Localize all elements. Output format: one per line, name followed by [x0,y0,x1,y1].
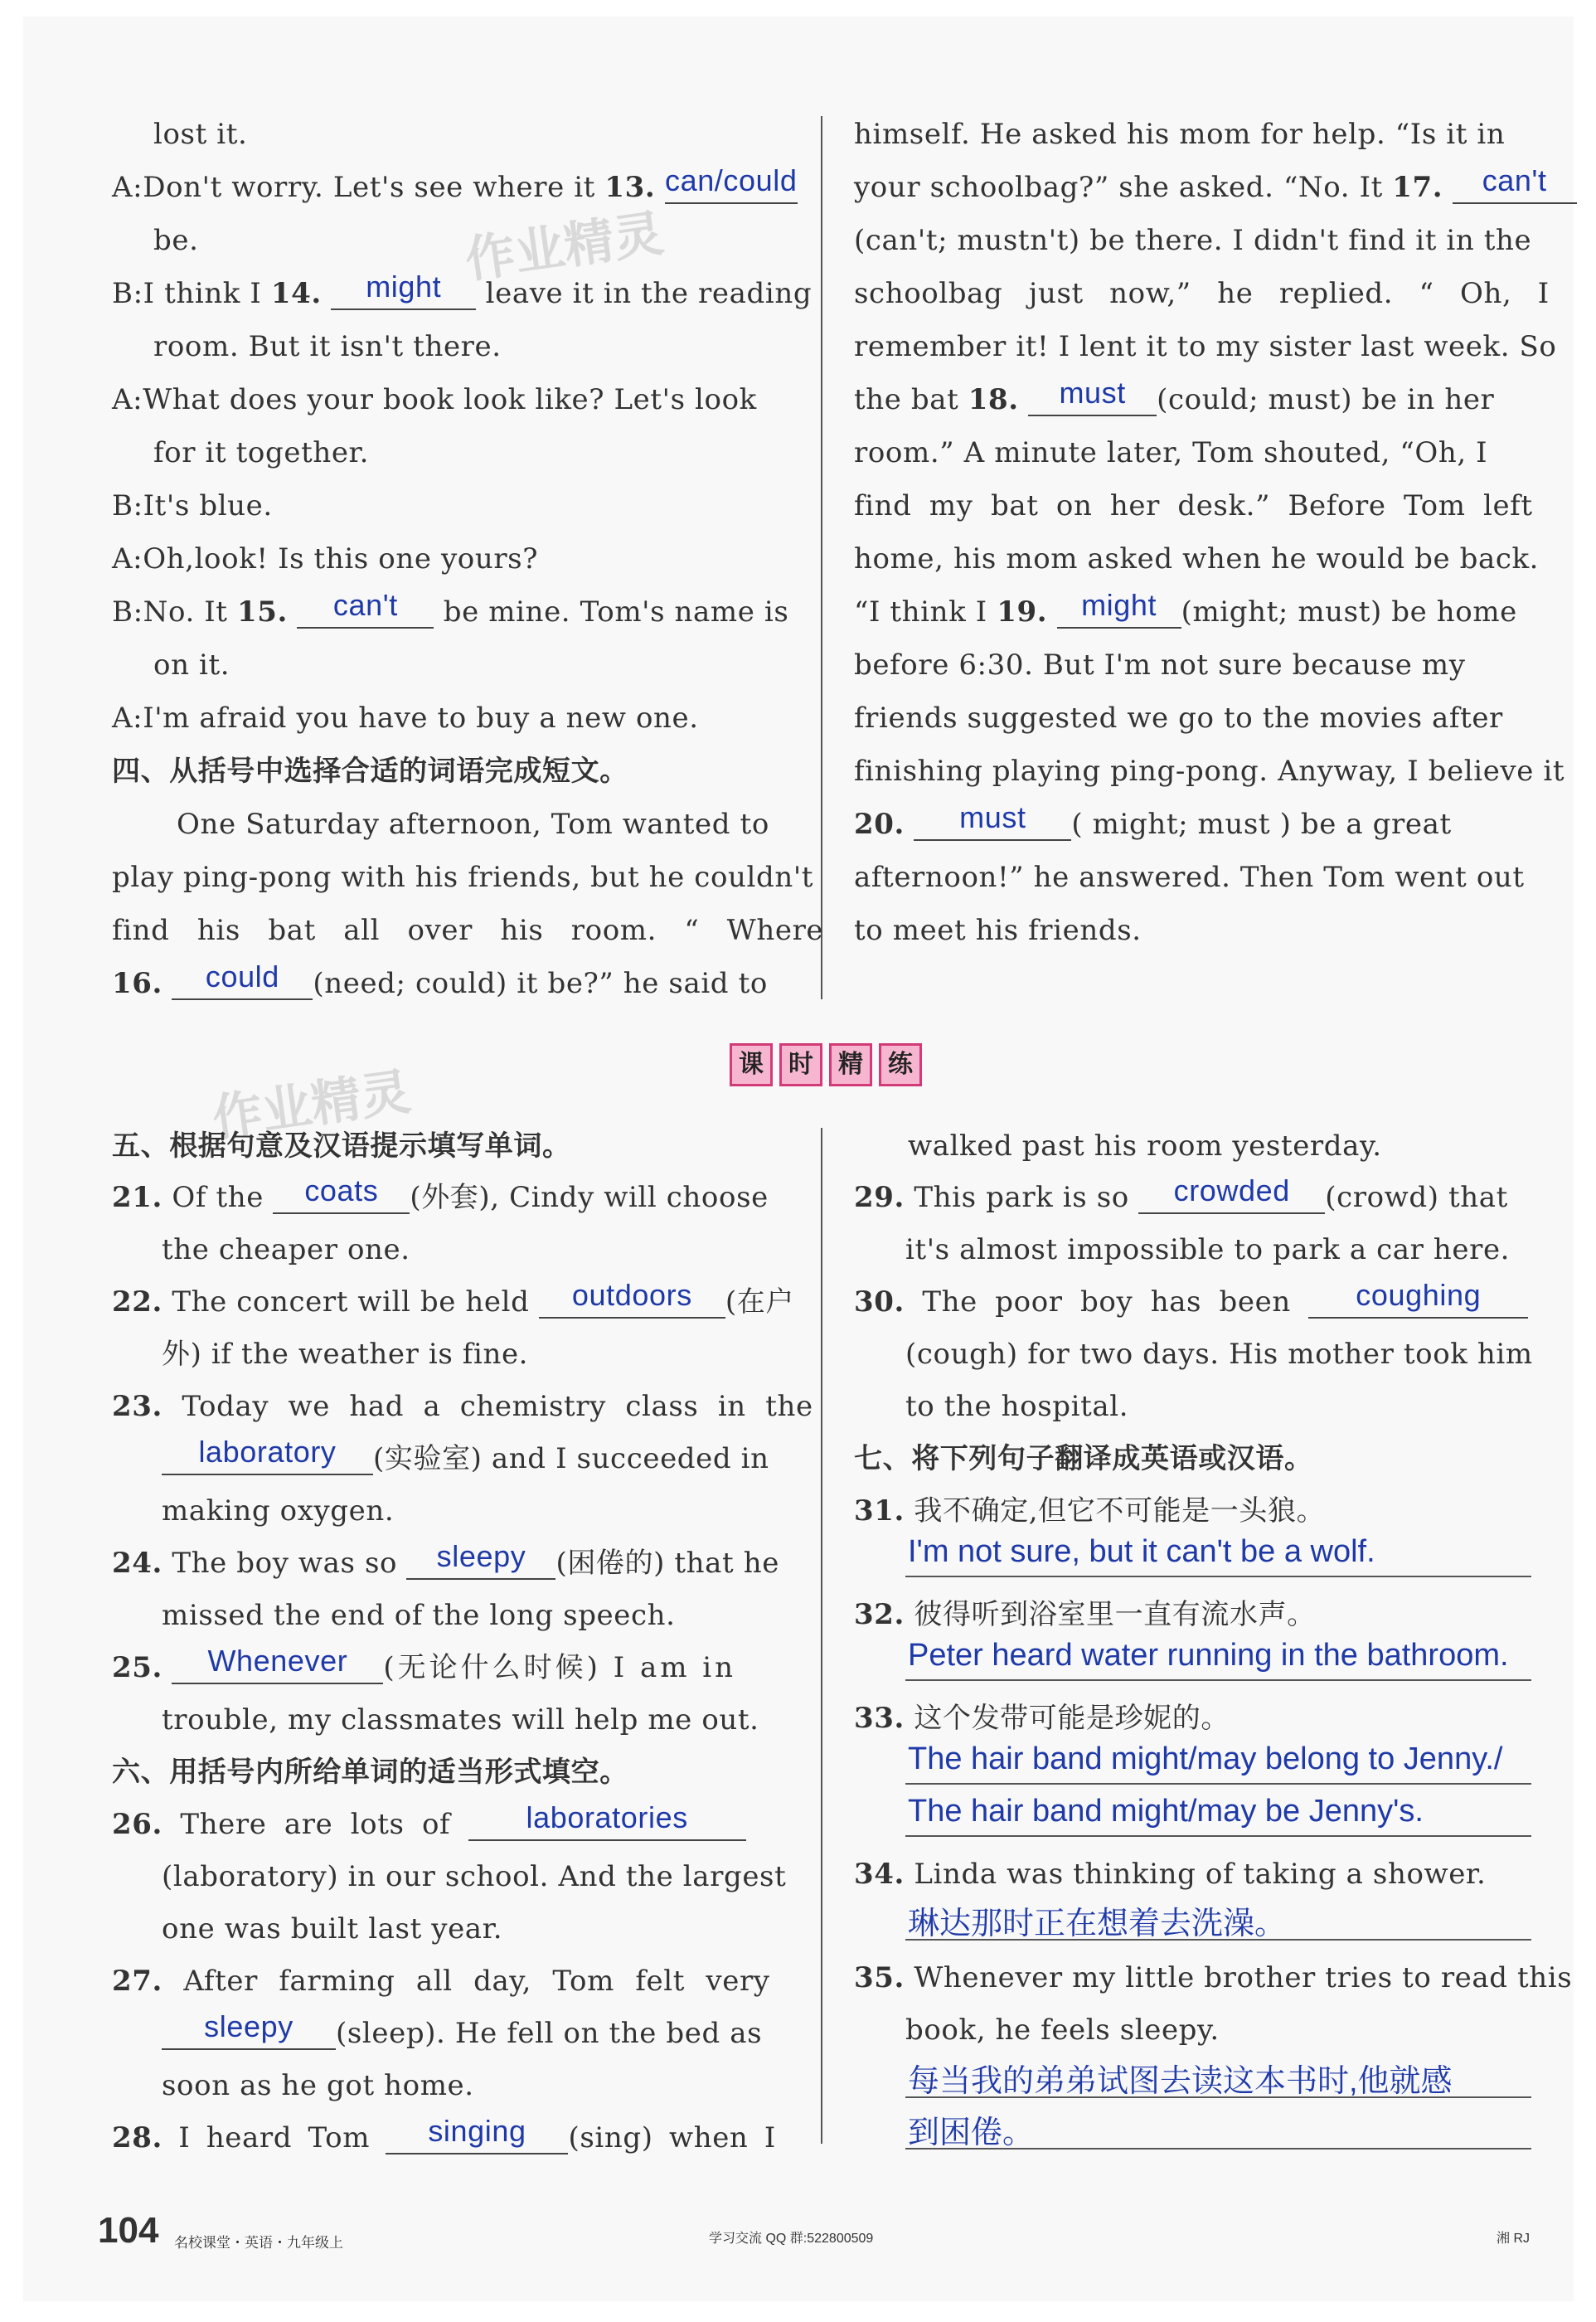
question-28: 28. I heard Tom singing (sing) when I [112,2114,776,2154]
dialogue-line: A:Oh,look! Is this one yours? [112,542,539,576]
question-line: trouble, my classmates will help me out. [162,1703,759,1737]
answer-blank-28[interactable]: singing [386,2121,568,2154]
question-line: the cheaper one. [162,1233,410,1266]
section-banner [730,1043,922,1086]
passage-line: your schoolbag?” she asked. “No. It 17. can't [854,171,1577,204]
answer-blank-25[interactable]: Whenever [172,1651,383,1684]
section-heading-4: 四、从括号中选择合适的词语完成短文。 [112,755,628,788]
answer-line [905,1576,1531,1577]
passage-line: 20. must ( might; must ) be a great [854,800,1452,841]
book-title: 名校课堂・英语・九年级上 [174,2235,343,2251]
answer-blank-21[interactable]: coats [273,1181,410,1214]
page-number: 104 [98,2210,159,2251]
banner-char: 精 [829,1043,872,1086]
answer-35-line1[interactable]: 每当我的弟弟试图去读这本书时,他就感 [908,2064,1453,2099]
question-line: laboratory (实验室) and I succeeded in [162,1442,769,1475]
dialogue-line: for it together. [153,436,370,469]
question-29: 29. This park is so crowded (crowd) that [854,1173,1508,1214]
answer-blank-15[interactable]: can't [297,595,434,629]
dialogue-line: A:What does your book look like? Let's look [112,383,757,416]
question-34: 34. Linda was thinking of taking a shower. [854,1858,1487,1891]
question-21: 21. Of the coats (外套), Cindy will choose [112,1173,769,1214]
answer-33-line2[interactable]: The hair band might/may be Jenny's. [908,1794,1424,1829]
question-line: (cough) for two days. His mother took him [905,1338,1533,1371]
passage-line: to meet his friends. [854,914,1142,947]
passage-line: One Saturday afternoon, Tom wanted to [177,808,769,841]
answer-blank-20[interactable]: must [914,808,1071,841]
dialogue-line: room. But it isn't there. [153,330,502,363]
passage-line: the bat 18. must (could; must) be in her [854,376,1495,416]
banner-char: 课 [730,1043,773,1086]
question-35: 35. Whenever my little brother tries to read this [854,1961,1573,1994]
question-line: one was built last year. [162,1912,503,1946]
answer-line [905,1939,1531,1941]
question-line: making oxygen. [162,1494,395,1528]
passage-line: 16. could (need; could) it be?” he said to [112,959,768,1000]
passage-line: home, his mom asked when he would be back. [854,542,1540,576]
answer-line [905,2096,1531,2098]
passage-line: himself. He asked his mom for help. “Is it in [854,118,1506,151]
answer-blank-30[interactable]: coughing [1308,1285,1528,1319]
answer-blank-13[interactable]: can/could [665,171,798,204]
passage-line: (can't; mustn't) be there. I didn't find it in the [854,224,1532,257]
answer-32[interactable]: Peter heard water running in the bathroom. [908,1638,1509,1673]
answer-blank-23[interactable]: laboratory [162,1442,373,1475]
dialogue-line: B:It's blue. [112,489,273,522]
answer-line [905,1679,1531,1681]
question-27: 27. After farming all day, Tom felt very [112,1965,770,1998]
question-line: to the hospital. [905,1390,1129,1423]
question-26: 26. There are lots of laboratories [112,1808,746,1841]
column-divider-top [821,116,822,999]
passage-line: schoolbag just now,” he replied. “ Oh, I [854,277,1550,310]
answer-blank-17[interactable]: can't [1453,171,1577,204]
question-31: 31. 我不确定,但它不可能是一头狼。 [854,1494,1326,1528]
answer-31[interactable]: I'm not sure, but it can't be a wolf. [908,1534,1375,1569]
passage-line: before 6:30. But I'm not sure because my [854,649,1466,682]
answer-blank-24[interactable]: sleepy [406,1547,555,1580]
answer-blank-14[interactable]: might [331,277,476,310]
question-32: 32. 彼得听到浴室里一直有流水声。 [854,1598,1316,1631]
qq-group: 学习交流 QQ 群:522800509 [709,2232,874,2246]
answer-blank-19[interactable]: might [1057,595,1181,629]
watermark-top: 作业精灵 [461,204,667,290]
answer-33-line1[interactable]: The hair band might/may belong to Jenny./ [908,1742,1503,1776]
answer-35-line2[interactable]: 到困倦。 [908,2116,1035,2150]
dialogue-line: on it. [153,649,230,682]
answer-blank-16[interactable]: could [172,967,313,1000]
banner-char: 时 [779,1043,822,1086]
answer-blank-18[interactable]: must [1028,383,1157,416]
watermark-mid: 作业精灵 [208,1062,415,1149]
dialogue-line: A:Don't worry. Let's see where it 13. can/could [112,163,798,204]
passage-line: finishing playing ping-pong. Anyway, I believe it [854,755,1565,788]
passage-line: room.” A minute later, Tom shouted, “Oh, I [854,436,1488,469]
question-23: 23. Today we had a chemistry class in the [112,1390,813,1423]
question-line: book, he feels sleepy. [905,2014,1220,2047]
question-line: 外) if the weather is fine. [162,1338,529,1371]
section-heading-7: 七、将下列句子翻译成英语或汉语。 [854,1442,1313,1475]
section-heading-6: 六、用括号内所给单词的适当形式填空。 [112,1756,628,1789]
passage-line: find my bat on her desk.” Before Tom left [854,489,1533,522]
dialogue-line: B:I think I 14. might leave it in the reading [112,270,813,310]
question-25: 25. Whenever (无论什么时候) I am in [112,1644,737,1684]
dialogue-line: B:No. It 15. can't be mine. Tom's name is [112,588,789,629]
banner-char: 练 [879,1043,922,1086]
passage-line: afternoon!” he answered. Then Tom went out [854,861,1525,894]
edition-label: 湘 RJ [1497,2232,1531,2246]
dialogue-line: lost it. [153,118,248,151]
passage-line: friends suggested we go to the movies after [854,702,1503,735]
column-divider-bottom [821,1128,822,2144]
answer-blank-26[interactable]: laboratories [468,1808,746,1841]
question-line: it's almost impossible to park a car here. [905,1233,1511,1266]
section-heading-5: 五、根据句意及汉语提示填写单词。 [112,1129,571,1163]
answer-blank-27[interactable]: sleepy [162,2017,336,2050]
question-line: sleepy (sleep). He fell on the bed as [162,2017,762,2050]
question-33: 33. 这个发带可能是珍妮的。 [854,1702,1230,1735]
dialogue-line: be. [153,224,199,257]
question-line: missed the end of the long speech. [162,1599,676,1632]
question-line: (laboratory) in our school. And the largest [162,1860,787,1893]
passage-line: “I think I 19. might (might; must) be home [854,588,1517,629]
dialogue-line: A:I'm afraid you have to buy a new one. [112,702,699,735]
passage-line: remember it! I lent it to my sister last week. So [854,330,1557,363]
answer-line [905,1783,1531,1785]
answer-34[interactable]: 琳达那时正在想着去洗澡。 [908,1907,1287,1941]
question-line: soon as he got home. [162,2069,474,2102]
answer-line [905,2148,1531,2150]
passage-line: find his bat all over his room. “ Where [112,914,824,947]
question-22: 22. The concert will be held outdoors (在户 [112,1278,794,1319]
answer-line [905,1835,1531,1837]
answer-blank-29[interactable]: crowded [1138,1181,1325,1214]
passage-line: play ping-pong with his friends, but he couldn't [112,861,814,894]
question-line: walked past his room yesterday. [908,1129,1382,1163]
answer-blank-22[interactable]: outdoors [539,1285,725,1319]
question-30: 30. The poor boy has been coughing [854,1285,1528,1319]
question-24: 24. The boy was so sleepy (困倦的) that he [112,1539,779,1580]
